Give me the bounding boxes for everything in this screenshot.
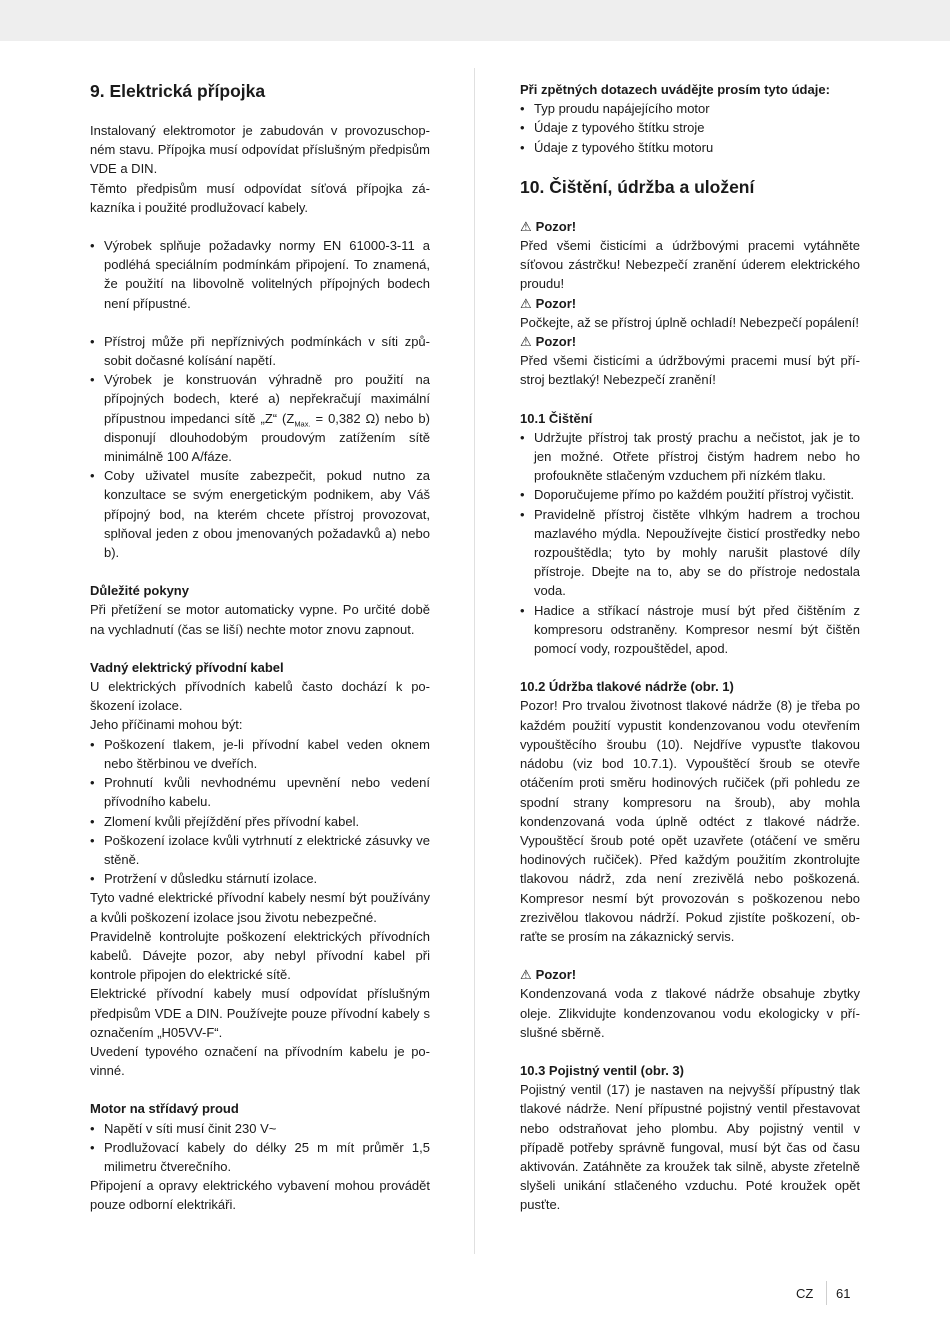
ac-motor-heading: Motor na střídavý proud: [90, 1101, 239, 1117]
warning-label-4: [520, 965, 860, 984]
warning-triangle-icon: ⚠: [520, 295, 532, 311]
queries-list: [520, 99, 860, 157]
section-10-heading: 10. Čištění, údržba a uložení: [520, 176, 755, 197]
warning-triangle-icon: ⚠: [520, 334, 532, 350]
list-item: • Prodlužovací kabely do délky 25 m mít průměr 1,5 milimetru čtverečního.: [90, 1138, 430, 1176]
important-text: Při přetížení se motor automaticky vypne. Po určité době na vychladnutí (čas se liší) nechte motor znovu zapnout.: [90, 602, 430, 637]
cable-causes-list: [90, 735, 430, 889]
warning-label-text: Pozor!: [535, 967, 577, 983]
top-band: [0, 0, 950, 41]
list-item: • Poškození izolace kvůli vytrhnutí z elektrické zásuvky ve stěně.: [90, 831, 430, 869]
warning-text-4: Kondenzovaná voda z tlakové nádrže obsahuje zbytky oleje. Zlikvidujte kondenzovanou vodu ekologicky v příslušné sběrně.: [520, 986, 860, 1040]
warning-triangle-icon: ⚠: [520, 967, 532, 983]
cable-after-2: Pravidelně kontrolujte poškození elektrických přívodních kabelů. Dávejte pozor, aby nebyl přívodní kabel při kontrole připojen do elektrické sítě.: [90, 928, 430, 983]
page-footer: [790, 1281, 870, 1305]
cable-intro-1: U elektrických přívodních kabelů často dochází k poškození izolace.: [90, 679, 430, 714]
cable-heading: Vadný elektrický přívodní kabel: [90, 659, 284, 675]
cable-after-3: Elektrické přívodní kabely musí odpovídat příslušným předpisům VDE a DIN. Používejte pouze přívodní kabely s označením „H05VV-F“.: [90, 986, 430, 1040]
important-heading: Důležité pokyny: [90, 583, 189, 599]
warning-label-2: [520, 294, 860, 313]
queries-heading: Při zpětných dotazech uvádějte prosím tyto údaje:: [520, 82, 830, 97]
warning-label-1: [520, 217, 860, 236]
impedance-text-pre: Výrobek je konstruován výhradně pro použití na přípojných bodech, které a) nepřekračují maximální přípustnou impedanci sítě „Z“ (Z: [104, 372, 430, 426]
norm-list: [90, 236, 430, 313]
list-item: • Prohnutí kvůli nevhodnému upevnění nebo vedení přívodního kabelu.: [90, 773, 430, 811]
cleaning-heading: 10.1 Čištění: [520, 410, 593, 426]
warning-text-1: Před všemi čisticími a údržbovými pracemi vytáhněte síťovou zástrčku! Nebezpečí zranění úderem elektrického proudu!: [520, 238, 860, 292]
warning-label-text: Pozor!: [535, 334, 577, 350]
intro-paragraph-2: Těmto předpisům musí odpovídat síťová přípojka zákazníka i použité prodlužovací kabely.: [90, 180, 430, 215]
impedance-text-post: = 0,382 Ω) nebo b) disponují dlouhodobým proudovým zatížením sítě minimálně 100 A/fáze.: [104, 410, 430, 465]
cable-intro-2: Jeho příčinami mohou být:: [90, 717, 243, 733]
list-item: • Hadice a stříkací nástroje musí být před čištěním z kompresoru odstraněny. Kompresor nesmí být čištěn pomocí vody, rozpouštědel, apod.: [520, 601, 860, 659]
list-item: • Protržení v důsledku stárnutí izolace.: [90, 869, 430, 888]
tank-heading: 10.2 Údržba tlakové nádrže (obr. 1): [520, 679, 734, 695]
list-item: • Poškození tlakem, je-li přívodní kabel veden oknem nebo štěrbinou ve dveřích.: [90, 735, 430, 773]
list-item: • Typ proudu napájejícího motor: [520, 99, 860, 118]
intro-paragraph-1: Instalovaný elektromotor je zabudován v provozuschopném stavu. Přípojka musí odpovídat příslušným předpisům VDE a DIN.: [90, 123, 430, 177]
section-9-heading: 9. Elektrická přípojka: [90, 81, 266, 101]
list-item: • Pravidelně přístroj čistěte vlhkým hadrem a trochou mazlavého mýdla. Nepoužívejte čisticí prostředky nebo rozpouštědla; tyto by mohly narušit plastové díly přístroje. Dbejte na to, aby se do přístroje nedostala voda.: [520, 505, 860, 601]
cable-after-4: Uvedení typového označení na přívodním kabelu je povinné.: [90, 1043, 430, 1079]
impedance-subscript: Max.: [294, 419, 311, 429]
list-item: • Udržujte přístroj tak prostý prachu a nečistot, jak je to jen možné. Otřete přístroj čistým hadrem nebo ho profoukněte stlačeným vzduchem při nízkém tlaku.: [520, 428, 860, 486]
valve-heading: 10.3 Pojistný ventil (obr. 3): [520, 1062, 684, 1078]
list-item: • Přístroj může při nepříznivých podmínkách v síti způsobit dočasné kolísání napětí.: [90, 332, 430, 370]
cable-after-1: Tyto vadné elektrické přívodní kabely nesmí být používány a kvůli poškození izolace jsou životu nebezpečné.: [90, 890, 430, 925]
list-item: • Zlomení kvůli přejíždění přes přívodní kabel.: [90, 812, 430, 831]
footer-separator: [826, 1281, 827, 1305]
right-column: [520, 80, 860, 1215]
column-divider: [474, 68, 475, 1254]
page-number: 61: [836, 1286, 851, 1301]
list-item: [90, 370, 430, 466]
list-item: • Coby uživatel musíte zabezpečit, pokud nutno za konzultace se svým energetickým podnikem, aby Váš přípojný bod, na kterém chcete přístroj provozovat, splňoval jeden z obou jmenovaných požadavků a) nebo b).: [90, 466, 430, 562]
cleaning-list: [520, 428, 860, 658]
list-item: • Údaje z typového štítku motoru: [520, 138, 860, 157]
list-item: • Údaje z typového štítku stroje: [520, 118, 860, 137]
warning-label-text: Pozor!: [535, 295, 577, 311]
list-item: • Napětí v síti musí činit 230 V~: [90, 1119, 430, 1138]
list-item: • Doporučujeme přímo po každém použití přístroj vyčistit.: [520, 485, 860, 504]
warning-label-text: Pozor!: [535, 218, 577, 234]
list-item: • Výrobek splňuje požadavky normy EN 61000-3-11 a podléhá speciálním podmínkám připojení. To znamená, že použití na libovolně volitelných přípojných bodech není přípustné.: [90, 236, 430, 313]
ac-motor-list: [90, 1119, 430, 1177]
warning-text-3: Před všemi čisticími a údržbovými pracemi musí být přístroj beztlaký! Nebezpečí zranění!: [520, 353, 860, 388]
voltage-list: [90, 332, 430, 562]
warning-triangle-icon: ⚠: [520, 218, 532, 234]
warning-text-2: Počkejte, až se přístroj úplně ochladí! Nebezpečí popálení!: [520, 314, 859, 330]
left-column: [90, 80, 430, 1215]
ac-motor-after: Připojení a opravy elektrického vybavení mohou provádět pouze odborní elektrikáři.: [90, 1178, 430, 1213]
valve-text: Pojistný ventil (17) je nastaven na nejvyšší přípustný tlak tlakové nádrže. Není přípustné pojistný ventil přestavovat nebo odstraňovat jeho plombu. Aby pojistný ventil v případě potřeby správně fungoval, musí být čas od času aktivován. Zatáhněte za kroužek tak silně, abyste zřetelně slyšeli unikání stlačeného vzduchu. Poté kroužek opět pusťte.: [520, 1082, 860, 1213]
tank-text: Pozor! Pro trvalou životnost tlakové nádrže (8) je třeba po každém použití vypustit kondenzovanou vodu otevřením vypouštěcího šroubu (10). Nejdříve vypusťte tlakovou nádobu (viz bod 10.7.1). Vypouštěcí šroub se otevře otáčením proti směru hodinových ručiček (při pohledu ze spodní strany kompresoru na šroub), aby mohla kondenzovaná voda úplně odtéct z tlakové nádrže. Vypouštěcí šroub poté opět uzavřete (otáčení ve směru hodinových ručiček). Před každým použitím zkontrolujte tlakovou nádrž, zda není zrezivělá nebo poškozená. Kompresor nesmí být provozován s poškozenou nebo zrezivělou tlakovou nádrží. Pokud zjistíte poškození, obraťte se prosím na zákaznický servis.: [520, 698, 860, 944]
language-code: CZ: [796, 1286, 814, 1301]
warning-label-3: [520, 332, 860, 351]
